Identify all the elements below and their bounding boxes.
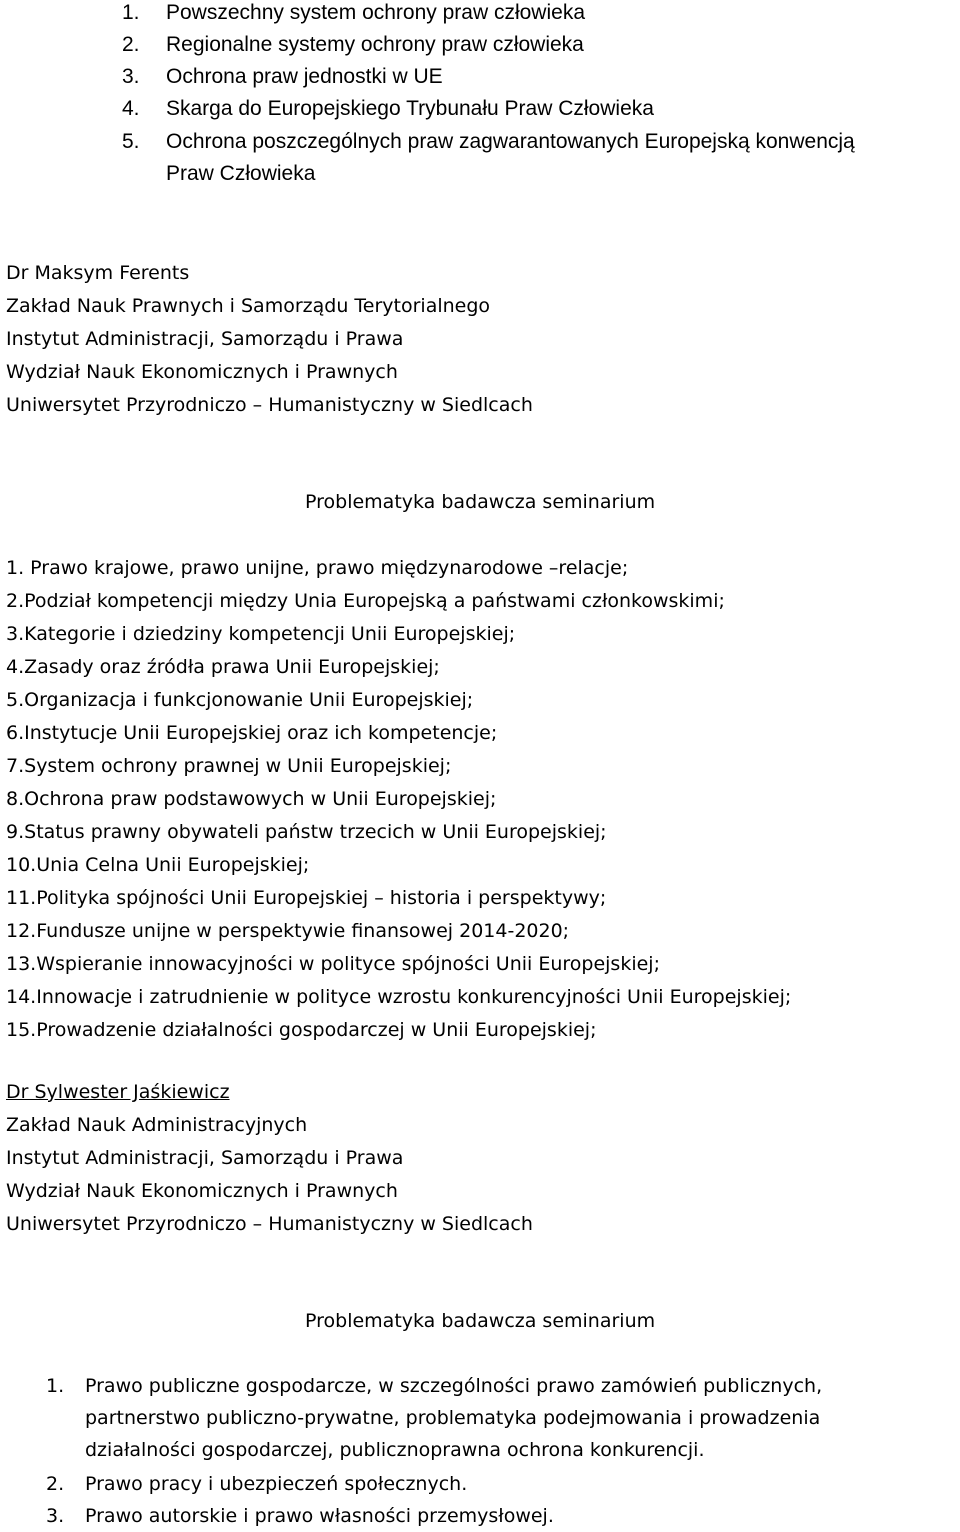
list-item-number: 5. [122, 130, 140, 153]
list-item: 12.Fundusze unijne w perspektywie finansowej 2014-2020; [6, 920, 570, 942]
list-item-text: Regionalne systemy ochrony praw człowieka [166, 33, 584, 56]
list-item-number: 1. [122, 1, 140, 24]
list-item-number: 4. [122, 97, 140, 120]
list-item: 6.Instytucje Unii Europejskiej oraz ich kompetencje; [6, 722, 498, 744]
list-item-number: 3. [122, 65, 140, 88]
list-item: 14.Innowacje i zatrudnienie w polityce wzrostu konkurencyjności Unii Europejskiej; [6, 986, 792, 1008]
list-item-text: Prawo publiczne gospodarcze, w szczególności prawo zamówień publicznych, [85, 1375, 823, 1397]
author-name: Dr Sylwester Jaśkiewicz [6, 1081, 230, 1103]
university: Uniwersytet Przyrodniczo – Humanistyczny w Siedlcach [6, 1213, 533, 1235]
list-item: 3.Kategorie i dziedziny kompetencji Unii Europejskiej; [6, 623, 516, 645]
faculty: Wydział Nauk Ekonomicznych i Prawnych [6, 1180, 398, 1202]
seminar-heading: Problematyka badawcza seminarium [305, 491, 656, 513]
list-item: 2.Podział kompetencji między Unia Europejską a państwami członkowskimi; [6, 590, 725, 612]
list-item-text: Ochrona poszczególnych praw zagwarantowanych Europejską konwencją [166, 130, 855, 153]
list-item-text: Ochrona praw jednostki w UE [166, 65, 443, 88]
list-item: 15.Prowadzenie działalności gospodarczej w Unii Europejskiej; [6, 1019, 597, 1041]
department: Zakład Nauk Administracyjnych [6, 1114, 308, 1136]
list-item-number: 2. [122, 33, 140, 56]
faculty: Wydział Nauk Ekonomicznych i Prawnych [6, 361, 398, 383]
list-item-number: 3. [46, 1505, 65, 1527]
seminar-heading: Problematyka badawcza seminarium [305, 1310, 656, 1332]
list-item-text: partnerstwo publiczno-prywatne, problematyka podejmowania i prowadzenia [85, 1407, 821, 1429]
list-item: 5.Organizacja i funkcjonowanie Unii Europejskiej; [6, 689, 474, 711]
list-item: 13.Wspieranie innowacyjności w polityce spójności Unii Europejskiej; [6, 953, 660, 975]
author-name: Dr Maksym Ferents [6, 262, 190, 284]
institute: Instytut Administracji, Samorządu i Prawa [6, 328, 404, 350]
list-item-text: Prawo pracy i ubezpieczeń społecznych. [85, 1473, 468, 1495]
list-item: 9.Status prawny obywateli państw trzecich w Unii Europejskiej; [6, 821, 607, 843]
list-item-number: 2. [46, 1473, 65, 1495]
institute: Instytut Administracji, Samorządu i Prawa [6, 1147, 404, 1169]
list-item: 1. Prawo krajowe, prawo unijne, prawo międzynarodowe –relacje; [6, 557, 629, 579]
department: Zakład Nauk Prawnych i Samorządu Terytorialnego [6, 295, 491, 317]
list-item: 10.Unia Celna Unii Europejskiej; [6, 854, 310, 876]
list-item-text: Skarga do Europejskiego Trybunału Praw Człowieka [166, 97, 654, 120]
list-item-text: Powszechny system ochrony praw człowieka [166, 1, 585, 24]
list-item: 4.Zasady oraz źródła prawa Unii Europejskiej; [6, 656, 440, 678]
list-item: 8.Ochrona praw podstawowych w Unii Europejskiej; [6, 788, 497, 810]
list-item: 7.System ochrony prawnej w Unii Europejskiej; [6, 755, 452, 777]
list-item: 11.Polityka spójności Unii Europejskiej – historia i perspektywy; [6, 887, 607, 909]
list-item-continuation: Praw Człowieka [166, 162, 316, 185]
list-item-text: Prawo autorskie i prawo własności przemysłowej. [85, 1505, 554, 1527]
university: Uniwersytet Przyrodniczo – Humanistyczny w Siedlcach [6, 394, 533, 416]
list-item-number: 1. [46, 1375, 65, 1397]
list-item-text: działalności gospodarczej, publicznoprawna ochrona konkurencji. [85, 1439, 705, 1461]
